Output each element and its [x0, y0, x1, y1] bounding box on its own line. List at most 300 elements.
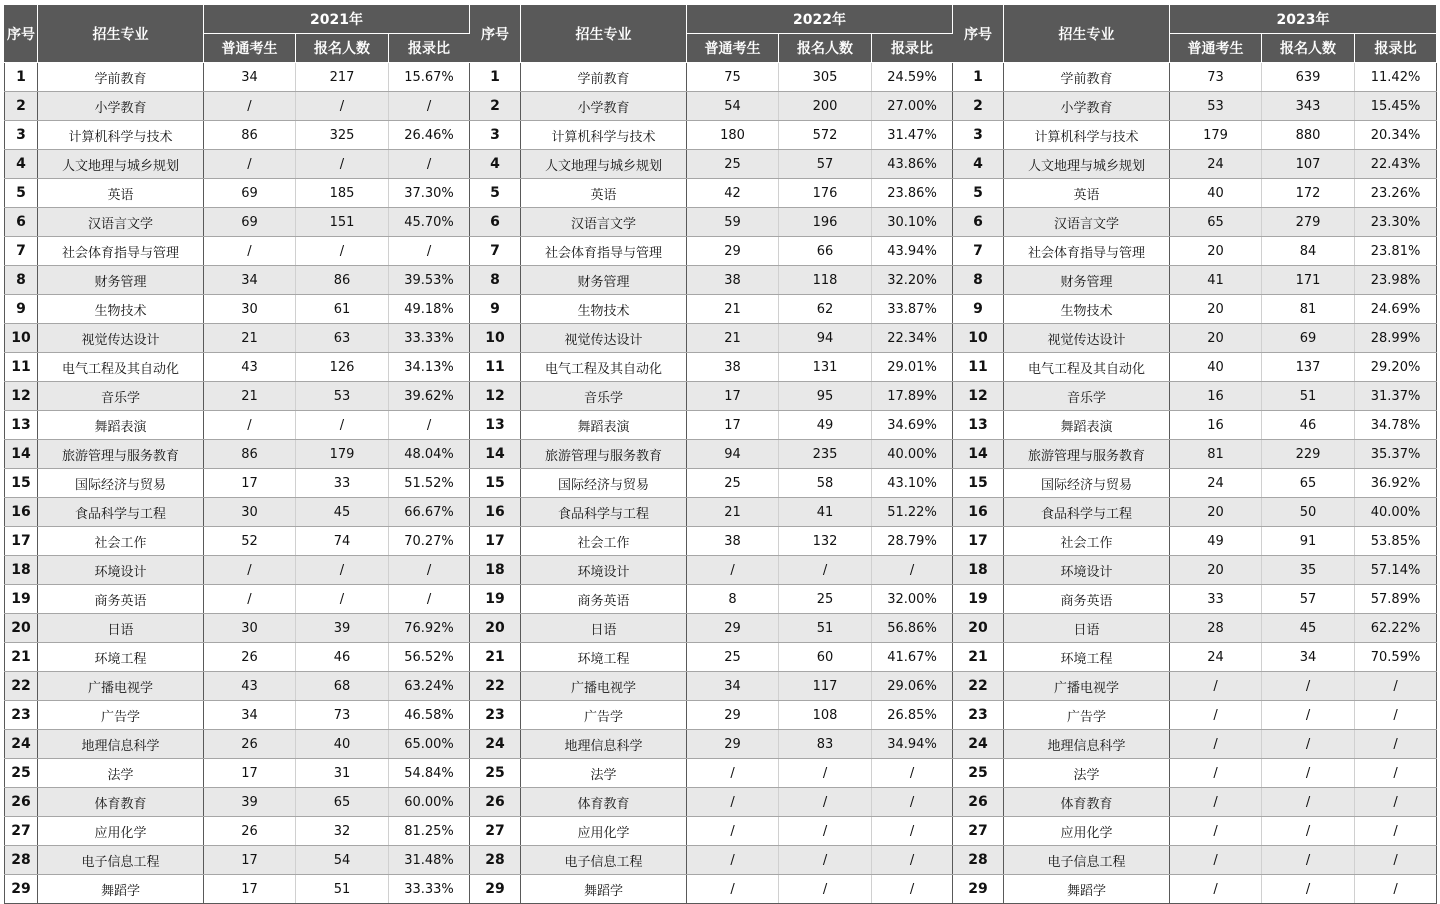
cell-regular-2023: 20 — [1170, 295, 1262, 324]
cell-regular-2022: / — [687, 556, 779, 585]
cell-ratio-2021: 66.67% — [389, 498, 470, 527]
cell-regular-2023: 40 — [1170, 179, 1262, 208]
cell-regular-2023: 20 — [1170, 498, 1262, 527]
cell-regular-2023: / — [1170, 701, 1262, 730]
header-year-2022: 2022年 — [687, 5, 953, 34]
cell-ratio-2023: 40.00% — [1355, 498, 1437, 527]
row-index-2021: 4 — [5, 150, 38, 179]
header-index-2021: 序号 — [5, 5, 38, 63]
table-row — [5, 440, 1437, 469]
row-index-2021: 17 — [5, 527, 38, 556]
row-index-2021: 1 — [5, 63, 38, 92]
row-index-2022: 22 — [470, 672, 521, 701]
cell-major-2022: 电气工程及其自动化 — [521, 353, 687, 382]
cell-major-2022: 舞蹈学 — [521, 875, 687, 904]
cell-regular-2021: 17 — [204, 875, 296, 904]
cell-ratio-2023: / — [1355, 701, 1437, 730]
cell-major-2021: 财务管理 — [38, 266, 204, 295]
row-index-2022: 27 — [470, 817, 521, 846]
cell-applicants-2022: / — [779, 556, 872, 585]
cell-regular-2023: 40 — [1170, 353, 1262, 382]
cell-major-2021: 体育教育 — [38, 788, 204, 817]
cell-applicants-2021: 45 — [296, 498, 389, 527]
row-index-2022: 17 — [470, 527, 521, 556]
cell-regular-2022: 54 — [687, 92, 779, 121]
cell-major-2021: 环境工程 — [38, 643, 204, 672]
cell-applicants-2023: 880 — [1262, 121, 1355, 150]
cell-regular-2021: 39 — [204, 788, 296, 817]
cell-ratio-2021: 65.00% — [389, 730, 470, 759]
cell-ratio-2022: / — [872, 556, 953, 585]
cell-ratio-2023: / — [1355, 788, 1437, 817]
cell-applicants-2022: 62 — [779, 295, 872, 324]
cell-ratio-2023: 57.14% — [1355, 556, 1437, 585]
row-index-2023: 15 — [953, 469, 1004, 498]
cell-major-2022: 社会工作 — [521, 527, 687, 556]
cell-ratio-2021: / — [389, 150, 470, 179]
cell-applicants-2021: 31 — [296, 759, 389, 788]
row-index-2022: 28 — [470, 846, 521, 875]
cell-applicants-2021: 39 — [296, 614, 389, 643]
cell-regular-2023: 81 — [1170, 440, 1262, 469]
cell-major-2022: 应用化学 — [521, 817, 687, 846]
cell-applicants-2022: 196 — [779, 208, 872, 237]
row-index-2022: 7 — [470, 237, 521, 266]
cell-ratio-2023: / — [1355, 730, 1437, 759]
cell-major-2021: 人文地理与城乡规划 — [38, 150, 204, 179]
row-index-2021: 28 — [5, 846, 38, 875]
table-row — [5, 527, 1437, 556]
cell-regular-2021: 86 — [204, 121, 296, 150]
cell-major-2021: 舞蹈表演 — [38, 411, 204, 440]
cell-ratio-2021: / — [389, 411, 470, 440]
cell-applicants-2023: / — [1262, 701, 1355, 730]
cell-applicants-2022: / — [779, 759, 872, 788]
cell-regular-2022: 42 — [687, 179, 779, 208]
cell-regular-2023: / — [1170, 672, 1262, 701]
cell-ratio-2023: 53.85% — [1355, 527, 1437, 556]
cell-regular-2022: 25 — [687, 469, 779, 498]
table-row — [5, 237, 1437, 266]
row-index-2023: 19 — [953, 585, 1004, 614]
cell-ratio-2022: / — [872, 875, 953, 904]
cell-regular-2021: / — [204, 585, 296, 614]
row-index-2021: 20 — [5, 614, 38, 643]
cell-major-2021: 食品科学与工程 — [38, 498, 204, 527]
row-index-2023: 14 — [953, 440, 1004, 469]
table-row — [5, 585, 1437, 614]
row-index-2023: 27 — [953, 817, 1004, 846]
cell-applicants-2021: 65 — [296, 788, 389, 817]
cell-ratio-2022: 56.86% — [872, 614, 953, 643]
cell-regular-2022: 29 — [687, 614, 779, 643]
row-index-2022: 29 — [470, 875, 521, 904]
cell-applicants-2022: 66 — [779, 237, 872, 266]
cell-ratio-2021: / — [389, 556, 470, 585]
cell-regular-2021: 17 — [204, 469, 296, 498]
cell-ratio-2022: 31.47% — [872, 121, 953, 150]
table-row — [5, 92, 1437, 121]
cell-applicants-2021: / — [296, 411, 389, 440]
cell-applicants-2023: 34 — [1262, 643, 1355, 672]
table-row — [5, 875, 1437, 904]
cell-applicants-2021: / — [296, 556, 389, 585]
cell-applicants-2022: / — [779, 817, 872, 846]
cell-applicants-2022: 60 — [779, 643, 872, 672]
cell-applicants-2023: 50 — [1262, 498, 1355, 527]
cell-regular-2022: / — [687, 846, 779, 875]
cell-ratio-2022: 32.20% — [872, 266, 953, 295]
table-row — [5, 817, 1437, 846]
cell-regular-2023: / — [1170, 817, 1262, 846]
cell-major-2022: 小学教育 — [521, 92, 687, 121]
cell-ratio-2023: 57.89% — [1355, 585, 1437, 614]
cell-ratio-2021: 39.53% — [389, 266, 470, 295]
row-index-2023: 8 — [953, 266, 1004, 295]
header-applicants-2021: 报名人数 — [296, 34, 389, 63]
cell-major-2023: 计算机科学与技术 — [1004, 121, 1170, 150]
cell-ratio-2021: 56.52% — [389, 643, 470, 672]
cell-ratio-2021: 48.04% — [389, 440, 470, 469]
cell-major-2021: 应用化学 — [38, 817, 204, 846]
cell-applicants-2023: / — [1262, 672, 1355, 701]
cell-major-2023: 社会工作 — [1004, 527, 1170, 556]
cell-major-2022: 环境工程 — [521, 643, 687, 672]
cell-applicants-2023: 57 — [1262, 585, 1355, 614]
cell-major-2022: 商务英语 — [521, 585, 687, 614]
cell-ratio-2023: 15.45% — [1355, 92, 1437, 121]
cell-applicants-2023: 46 — [1262, 411, 1355, 440]
cell-applicants-2021: 63 — [296, 324, 389, 353]
cell-ratio-2023: / — [1355, 846, 1437, 875]
row-index-2023: 7 — [953, 237, 1004, 266]
table-row — [5, 498, 1437, 527]
row-index-2023: 11 — [953, 353, 1004, 382]
cell-regular-2023: 65 — [1170, 208, 1262, 237]
table-row — [5, 150, 1437, 179]
cell-regular-2022: 8 — [687, 585, 779, 614]
header-regular-2021: 普通考生 — [204, 34, 296, 63]
row-index-2023: 10 — [953, 324, 1004, 353]
cell-applicants-2023: / — [1262, 788, 1355, 817]
cell-regular-2023: 20 — [1170, 556, 1262, 585]
cell-applicants-2022: 49 — [779, 411, 872, 440]
row-index-2022: 26 — [470, 788, 521, 817]
cell-regular-2022: 29 — [687, 701, 779, 730]
row-index-2023: 18 — [953, 556, 1004, 585]
table-row — [5, 411, 1437, 440]
table-row — [5, 295, 1437, 324]
cell-applicants-2022: 83 — [779, 730, 872, 759]
cell-applicants-2021: 126 — [296, 353, 389, 382]
cell-regular-2023: 41 — [1170, 266, 1262, 295]
cell-applicants-2022: 176 — [779, 179, 872, 208]
cell-major-2022: 音乐学 — [521, 382, 687, 411]
row-index-2023: 16 — [953, 498, 1004, 527]
cell-major-2021: 法学 — [38, 759, 204, 788]
cell-applicants-2022: 235 — [779, 440, 872, 469]
cell-ratio-2023: 22.43% — [1355, 150, 1437, 179]
cell-applicants-2022: / — [779, 788, 872, 817]
cell-applicants-2022: 117 — [779, 672, 872, 701]
cell-applicants-2023: / — [1262, 846, 1355, 875]
cell-regular-2021: 17 — [204, 759, 296, 788]
cell-ratio-2022: 43.10% — [872, 469, 953, 498]
cell-major-2023: 旅游管理与服务教育 — [1004, 440, 1170, 469]
cell-ratio-2021: 60.00% — [389, 788, 470, 817]
cell-applicants-2023: 107 — [1262, 150, 1355, 179]
cell-major-2023: 人文地理与城乡规划 — [1004, 150, 1170, 179]
cell-regular-2023: 24 — [1170, 469, 1262, 498]
cell-major-2022: 学前教育 — [521, 63, 687, 92]
cell-regular-2022: 38 — [687, 266, 779, 295]
cell-regular-2022: / — [687, 788, 779, 817]
cell-major-2022: 电子信息工程 — [521, 846, 687, 875]
row-index-2023: 17 — [953, 527, 1004, 556]
cell-applicants-2023: 137 — [1262, 353, 1355, 382]
cell-major-2022: 体育教育 — [521, 788, 687, 817]
row-index-2022: 9 — [470, 295, 521, 324]
row-index-2021: 13 — [5, 411, 38, 440]
cell-major-2021: 广播电视学 — [38, 672, 204, 701]
cell-ratio-2023: 70.59% — [1355, 643, 1437, 672]
cell-major-2022: 旅游管理与服务教育 — [521, 440, 687, 469]
cell-major-2023: 广播电视学 — [1004, 672, 1170, 701]
cell-ratio-2022: 28.79% — [872, 527, 953, 556]
row-index-2023: 4 — [953, 150, 1004, 179]
cell-major-2021: 小学教育 — [38, 92, 204, 121]
row-index-2023: 12 — [953, 382, 1004, 411]
cell-major-2023: 舞蹈表演 — [1004, 411, 1170, 440]
row-index-2021: 5 — [5, 179, 38, 208]
cell-major-2021: 广告学 — [38, 701, 204, 730]
cell-regular-2022: 29 — [687, 237, 779, 266]
cell-ratio-2023: / — [1355, 875, 1437, 904]
cell-major-2023: 小学教育 — [1004, 92, 1170, 121]
row-index-2022: 1 — [470, 63, 521, 92]
header-row-metrics — [5, 34, 1437, 63]
cell-major-2022: 广播电视学 — [521, 672, 687, 701]
cell-major-2023: 日语 — [1004, 614, 1170, 643]
row-index-2021: 7 — [5, 237, 38, 266]
cell-regular-2023: 28 — [1170, 614, 1262, 643]
cell-ratio-2021: 49.18% — [389, 295, 470, 324]
cell-major-2021: 舞蹈学 — [38, 875, 204, 904]
cell-major-2023: 广告学 — [1004, 701, 1170, 730]
header-ratio-2021: 报录比 — [389, 34, 470, 63]
cell-applicants-2023: / — [1262, 817, 1355, 846]
table-row — [5, 179, 1437, 208]
row-index-2022: 10 — [470, 324, 521, 353]
cell-applicants-2021: 53 — [296, 382, 389, 411]
cell-major-2022: 财务管理 — [521, 266, 687, 295]
header-applicants-2022: 报名人数 — [779, 34, 872, 63]
cell-major-2021: 学前教育 — [38, 63, 204, 92]
row-index-2022: 13 — [470, 411, 521, 440]
cell-applicants-2023: 229 — [1262, 440, 1355, 469]
cell-regular-2023: / — [1170, 788, 1262, 817]
cell-major-2022: 地理信息科学 — [521, 730, 687, 759]
row-index-2022: 23 — [470, 701, 521, 730]
row-index-2022: 8 — [470, 266, 521, 295]
cell-applicants-2023: 65 — [1262, 469, 1355, 498]
cell-ratio-2022: 34.69% — [872, 411, 953, 440]
row-index-2022: 16 — [470, 498, 521, 527]
cell-ratio-2021: 39.62% — [389, 382, 470, 411]
header-applicants-2023: 报名人数 — [1262, 34, 1355, 63]
row-index-2022: 2 — [470, 92, 521, 121]
cell-major-2022: 环境设计 — [521, 556, 687, 585]
cell-major-2021: 地理信息科学 — [38, 730, 204, 759]
cell-major-2023: 舞蹈学 — [1004, 875, 1170, 904]
cell-major-2021: 电气工程及其自动化 — [38, 353, 204, 382]
cell-applicants-2023: 84 — [1262, 237, 1355, 266]
cell-regular-2023: 73 — [1170, 63, 1262, 92]
header-index-2023: 序号 — [953, 5, 1004, 63]
row-index-2021: 2 — [5, 92, 38, 121]
cell-ratio-2023: 24.69% — [1355, 295, 1437, 324]
cell-ratio-2022: / — [872, 846, 953, 875]
cell-major-2023: 电子信息工程 — [1004, 846, 1170, 875]
cell-regular-2022: 21 — [687, 498, 779, 527]
cell-regular-2022: 21 — [687, 295, 779, 324]
cell-regular-2023: 24 — [1170, 643, 1262, 672]
table-row — [5, 643, 1437, 672]
cell-regular-2021: 34 — [204, 701, 296, 730]
cell-applicants-2022: 58 — [779, 469, 872, 498]
cell-major-2021: 社会体育指导与管理 — [38, 237, 204, 266]
cell-major-2021: 社会工作 — [38, 527, 204, 556]
cell-ratio-2022: 30.10% — [872, 208, 953, 237]
cell-applicants-2022: / — [779, 846, 872, 875]
cell-ratio-2021: 54.84% — [389, 759, 470, 788]
cell-regular-2022: / — [687, 817, 779, 846]
cell-applicants-2022: 95 — [779, 382, 872, 411]
cell-regular-2021: 69 — [204, 208, 296, 237]
cell-ratio-2021: 63.24% — [389, 672, 470, 701]
header-index-2022: 序号 — [470, 5, 521, 63]
cell-regular-2021: 17 — [204, 846, 296, 875]
cell-major-2021: 计算机科学与技术 — [38, 121, 204, 150]
cell-applicants-2023: / — [1262, 875, 1355, 904]
table-row — [5, 788, 1437, 817]
cell-ratio-2023: 62.22% — [1355, 614, 1437, 643]
header-major-2021: 招生专业 — [38, 5, 204, 63]
cell-regular-2021: 69 — [204, 179, 296, 208]
cell-major-2023: 视觉传达设计 — [1004, 324, 1170, 353]
cell-regular-2022: 34 — [687, 672, 779, 701]
cell-ratio-2021: 76.92% — [389, 614, 470, 643]
cell-ratio-2021: / — [389, 237, 470, 266]
cell-regular-2021: 30 — [204, 614, 296, 643]
cell-applicants-2021: / — [296, 92, 389, 121]
row-index-2022: 12 — [470, 382, 521, 411]
row-index-2023: 23 — [953, 701, 1004, 730]
cell-major-2022: 食品科学与工程 — [521, 498, 687, 527]
cell-regular-2021: / — [204, 92, 296, 121]
cell-major-2023: 法学 — [1004, 759, 1170, 788]
row-index-2021: 27 — [5, 817, 38, 846]
cell-ratio-2022: / — [872, 788, 953, 817]
row-index-2023: 3 — [953, 121, 1004, 150]
cell-major-2023: 英语 — [1004, 179, 1170, 208]
row-index-2022: 18 — [470, 556, 521, 585]
cell-applicants-2022: 25 — [779, 585, 872, 614]
row-index-2021: 25 — [5, 759, 38, 788]
cell-major-2023: 生物技术 — [1004, 295, 1170, 324]
row-index-2022: 4 — [470, 150, 521, 179]
cell-regular-2021: 43 — [204, 672, 296, 701]
cell-regular-2023: 16 — [1170, 382, 1262, 411]
cell-ratio-2022: 51.22% — [872, 498, 953, 527]
row-index-2022: 11 — [470, 353, 521, 382]
header-major-2022: 招生专业 — [521, 5, 687, 63]
cell-major-2023: 食品科学与工程 — [1004, 498, 1170, 527]
cell-major-2021: 旅游管理与服务教育 — [38, 440, 204, 469]
cell-ratio-2022: / — [872, 759, 953, 788]
cell-applicants-2022: 57 — [779, 150, 872, 179]
cell-ratio-2023: 35.37% — [1355, 440, 1437, 469]
cell-ratio-2023: 29.20% — [1355, 353, 1437, 382]
cell-applicants-2023: 279 — [1262, 208, 1355, 237]
cell-ratio-2021: 33.33% — [389, 324, 470, 353]
admission-table-wrapper — [4, 4, 1436, 904]
cell-applicants-2021: 68 — [296, 672, 389, 701]
cell-applicants-2023: 172 — [1262, 179, 1355, 208]
cell-ratio-2021: 31.48% — [389, 846, 470, 875]
header-ratio-2022: 报录比 — [872, 34, 953, 63]
header-regular-2022: 普通考生 — [687, 34, 779, 63]
cell-applicants-2022: 118 — [779, 266, 872, 295]
table-row — [5, 353, 1437, 382]
row-index-2023: 5 — [953, 179, 1004, 208]
cell-major-2023: 应用化学 — [1004, 817, 1170, 846]
cell-applicants-2021: 179 — [296, 440, 389, 469]
cell-regular-2022: 38 — [687, 527, 779, 556]
cell-applicants-2021: 86 — [296, 266, 389, 295]
cell-applicants-2023: / — [1262, 759, 1355, 788]
cell-major-2021: 电子信息工程 — [38, 846, 204, 875]
row-index-2023: 29 — [953, 875, 1004, 904]
cell-regular-2023: / — [1170, 875, 1262, 904]
row-index-2021: 6 — [5, 208, 38, 237]
cell-ratio-2021: 15.67% — [389, 63, 470, 92]
cell-applicants-2021: 325 — [296, 121, 389, 150]
cell-major-2022: 法学 — [521, 759, 687, 788]
cell-applicants-2021: 61 — [296, 295, 389, 324]
table-row — [5, 324, 1437, 353]
cell-applicants-2021: 217 — [296, 63, 389, 92]
cell-major-2022: 社会体育指导与管理 — [521, 237, 687, 266]
cell-major-2022: 日语 — [521, 614, 687, 643]
table-row — [5, 730, 1437, 759]
cell-applicants-2022: 108 — [779, 701, 872, 730]
cell-major-2022: 舞蹈表演 — [521, 411, 687, 440]
cell-applicants-2022: 200 — [779, 92, 872, 121]
row-index-2023: 1 — [953, 63, 1004, 92]
table-row — [5, 701, 1437, 730]
cell-ratio-2021: / — [389, 585, 470, 614]
row-index-2022: 24 — [470, 730, 521, 759]
row-index-2021: 8 — [5, 266, 38, 295]
row-index-2022: 20 — [470, 614, 521, 643]
cell-applicants-2023: / — [1262, 730, 1355, 759]
cell-applicants-2021: 151 — [296, 208, 389, 237]
cell-major-2021: 商务英语 — [38, 585, 204, 614]
row-index-2023: 24 — [953, 730, 1004, 759]
cell-applicants-2022: 41 — [779, 498, 872, 527]
cell-applicants-2023: 69 — [1262, 324, 1355, 353]
